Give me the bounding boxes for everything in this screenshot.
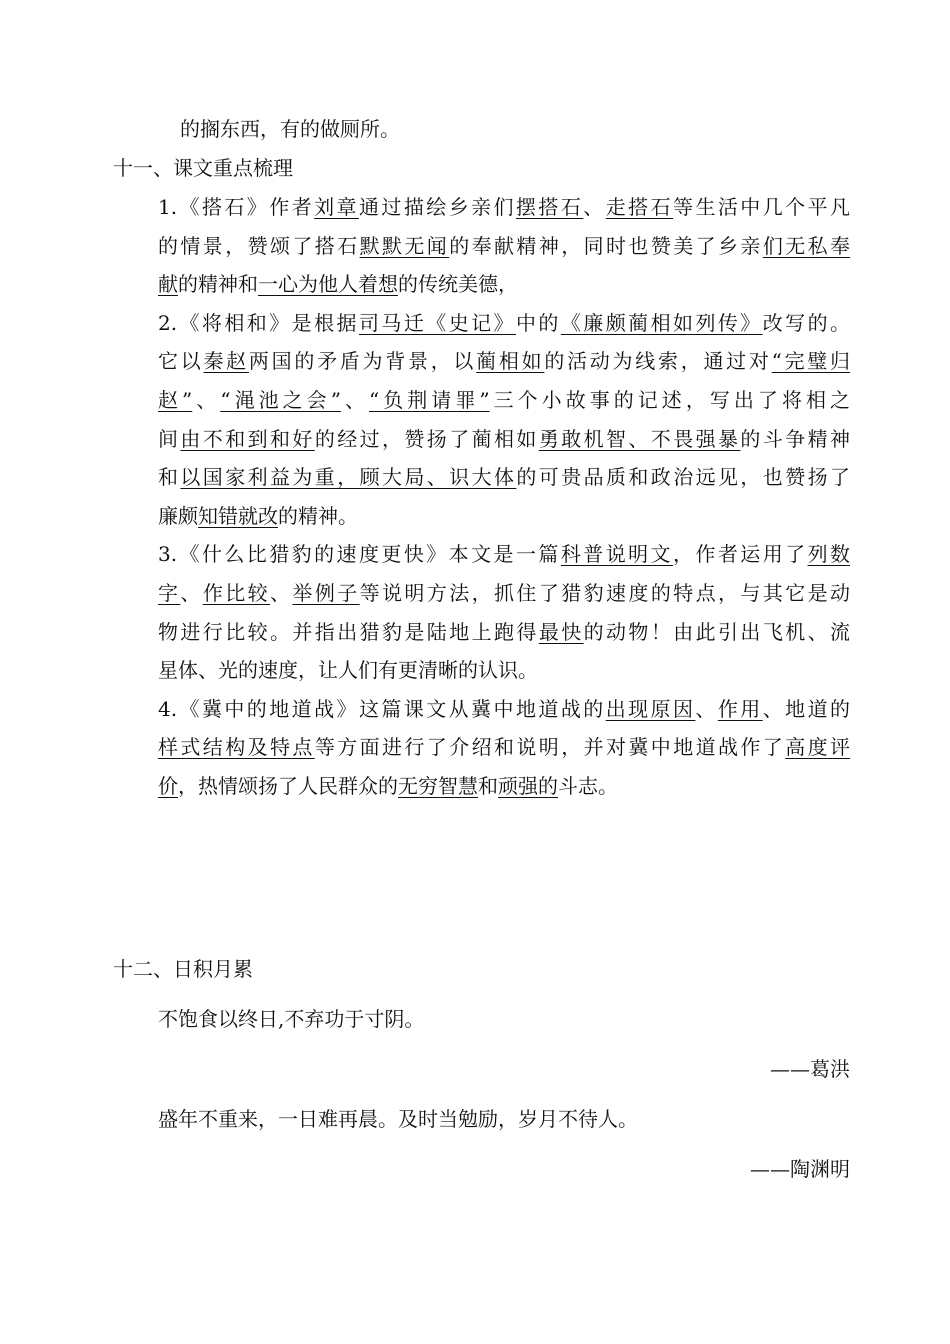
text-segment: 的可贵品质和政治远见，也赞扬了 <box>516 465 851 490</box>
underlined-term: 出现原因 <box>605 696 696 721</box>
underlined-term: 司马迁《史记》 <box>358 310 516 335</box>
item-3-line-1 <box>158 537 850 571</box>
text-segment: 和 <box>158 465 181 490</box>
underlined-term: 摆搭石 <box>515 195 584 219</box>
section-11-heading: 十一、课文重点梳理 <box>113 156 293 180</box>
underlined-term: 由不和到和好 <box>180 426 315 451</box>
item-1-line-1 <box>158 190 850 224</box>
underlined-term: 蔺相如 <box>476 349 545 374</box>
item-4-line-2 <box>158 730 850 764</box>
text-segment: 的奉献精神，同时也赞美了乡亲 <box>449 233 763 258</box>
text-segment: 2.《将相和》是根据 <box>158 310 359 335</box>
underlined-term: 无穷智慧 <box>398 774 478 798</box>
text-segment: 间 <box>158 426 181 451</box>
item-4-line-1 <box>158 692 850 726</box>
item-2-line-1 <box>158 306 850 340</box>
underlined-term: 最快 <box>538 619 584 644</box>
underlined-term: “完璧归 <box>771 349 851 374</box>
quote-2-author: ——陶渊明 <box>750 1157 850 1181</box>
text-segment: 、 <box>695 696 718 721</box>
item-3-line-4 <box>158 653 850 687</box>
quote-1-author: ——葛洪 <box>770 1057 850 1081</box>
underlined-term: 们无私奉 <box>762 233 851 258</box>
underlined-term: 顽强的 <box>498 774 558 798</box>
text-segment: 物进行比较。并指出猎豹是陆地上跑得 <box>158 619 539 644</box>
text-segment: 、 <box>270 581 293 605</box>
item-3-line-2 <box>158 576 850 610</box>
underlined-term: 一心为他人着想 <box>258 272 398 297</box>
text-segment: 的活动为线索，通过对 <box>544 349 772 374</box>
text-segment: 、地道的 <box>762 696 851 721</box>
text-segment: 的斗争精神 <box>740 426 851 451</box>
underlined-term: 以国家利益为重，顾大局、识大体 <box>180 465 517 490</box>
text-segment: 三个小故事的记述，写出了将相之 <box>489 388 851 412</box>
item-2-line-6 <box>158 499 850 533</box>
text-segment: 和 <box>478 774 498 798</box>
text-segment: ，热情颂扬了人民群众的 <box>178 774 398 798</box>
item-2-line-3 <box>158 383 850 417</box>
text-segment: 中的 <box>515 310 561 335</box>
item-2-line-5 <box>158 460 850 494</box>
underlined-term: 价 <box>158 774 178 798</box>
underlined-term: 作用 <box>717 696 763 721</box>
underlined-term: 走搭石 <box>605 195 674 219</box>
underlined-term: 举例子 <box>292 581 360 605</box>
item-1-line-3 <box>158 267 850 301</box>
underlined-term: 赵” <box>158 388 193 412</box>
item-3-line-3 <box>158 615 850 649</box>
quote-1-text: 不饱食以终日,不弃功于寸阴。 <box>158 1007 425 1031</box>
text-segment: 斗志。 <box>558 774 618 798</box>
text-segment: 改写的。 <box>762 310 851 335</box>
section-12-heading: 十二、日积月累 <box>113 957 253 981</box>
text-segment: 两国的矛盾为背景，以 <box>248 349 477 374</box>
underlined-term: 字 <box>158 581 181 605</box>
text-segment: 的经过，赞扬了蔺相如 <box>314 426 539 451</box>
underlined-term: 默默无闻 <box>359 233 450 258</box>
text-segment: 4.《冀中的地道战》这篇课文从冀中地道战的 <box>158 696 606 721</box>
underlined-term: 献 <box>158 272 178 297</box>
text-segment: 的传统美德， <box>398 272 518 297</box>
underlined-term: 列数 <box>807 542 851 567</box>
text-segment: 的动物！由此引出飞机、流 <box>583 619 851 644</box>
text-segment: 等方面进行了介绍和说明，并对冀中地道战作了 <box>314 735 786 760</box>
text-segment: ，作者运用了 <box>672 542 808 567</box>
text-segment: 的精神。 <box>278 503 358 528</box>
underlined-term: “渑池之会” <box>220 388 341 412</box>
underlined-term: 知错就改 <box>198 503 278 528</box>
text-segment: 的精神和 <box>178 272 258 297</box>
item-2-line-2 <box>158 344 850 378</box>
underlined-term: 秦赵 <box>203 349 249 374</box>
continuation-line: 的搁东西，有的做厕所。 <box>180 117 400 141</box>
underlined-term: 高度评 <box>785 735 851 760</box>
underlined-term: 刘章 <box>314 195 359 219</box>
text-segment: 、 <box>340 388 369 412</box>
underlined-term: 《廉颇蔺相如列传》 <box>560 310 763 335</box>
text-segment: 星体、光的速度，让人们有更清晰的认识。 <box>158 658 538 683</box>
item-2-line-4 <box>158 422 850 456</box>
text-segment: 它以 <box>158 349 204 374</box>
text-segment: 等说明方法，抓住了猎豹速度的特点，与其它是动 <box>359 581 851 605</box>
underlined-term: “负荆请罪” <box>368 388 490 412</box>
text-segment: 通过描绘乡亲们 <box>358 195 516 219</box>
text-segment: 3.《什么比猎豹的速度更快》本文是一篇 <box>158 542 561 567</box>
text-segment: 、 <box>180 581 203 605</box>
underlined-term: 样式结构及特点 <box>158 735 315 760</box>
underlined-term: 作比较 <box>202 581 271 605</box>
text-segment: 的情景，赞颂了搭石 <box>158 233 360 258</box>
text-segment: 廉颇 <box>158 503 198 528</box>
text-segment: 等生活中几个平凡 <box>673 195 851 219</box>
underlined-term: 勇敢机智、不畏强暴 <box>538 426 741 451</box>
text-segment: 1.《搭石》作者 <box>158 195 315 219</box>
quote-2-text: 盛年不重来，一日难再晨。及时当勉励，岁月不待人。 <box>158 1107 638 1131</box>
item-1-line-2 <box>158 229 850 263</box>
text-segment: 、 <box>583 195 606 219</box>
text-segment: 、 <box>192 388 221 412</box>
item-4-line-3 <box>158 769 850 803</box>
underlined-term: 科普说明文 <box>560 542 673 567</box>
